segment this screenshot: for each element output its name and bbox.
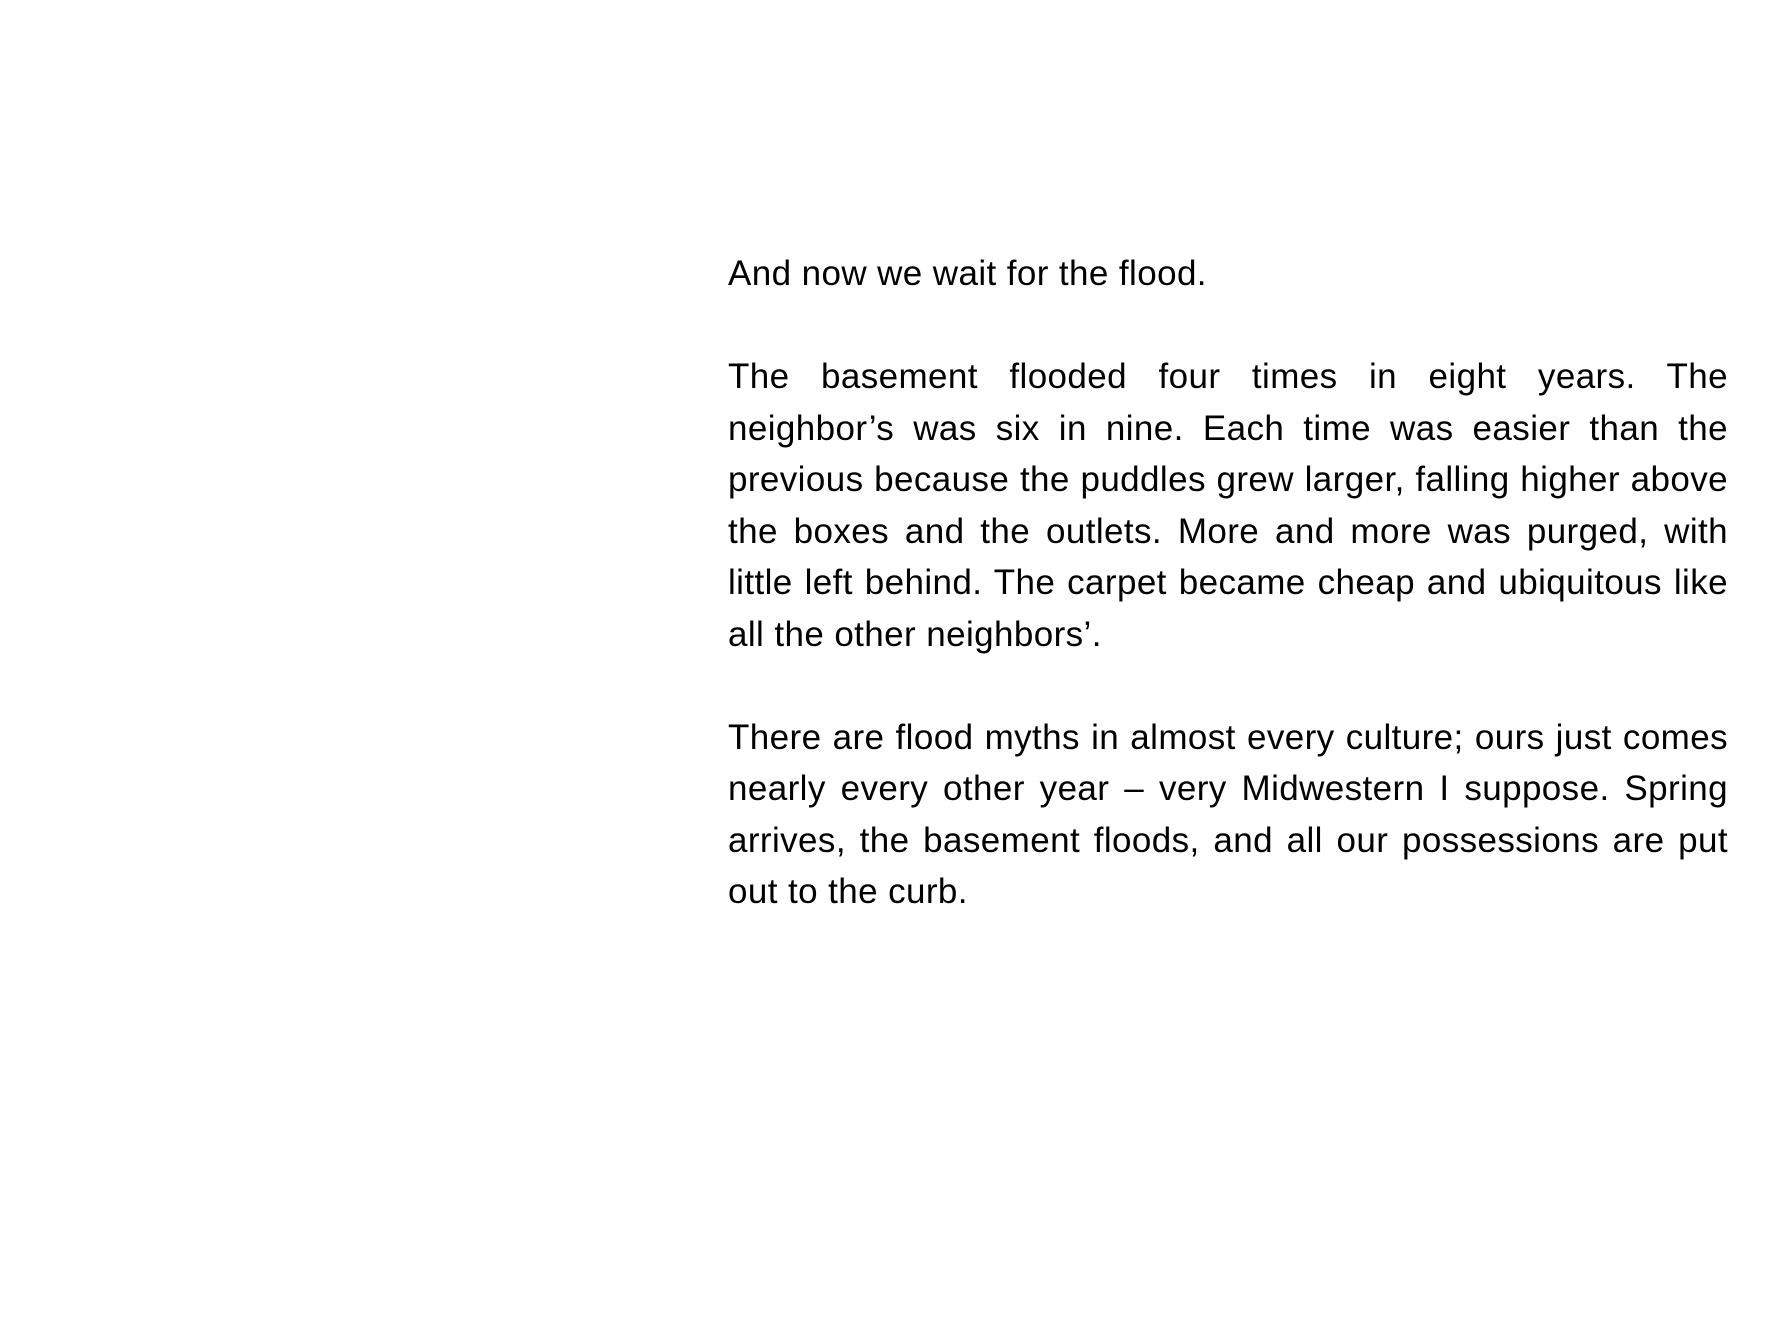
paragraph-flood-myths: There are flood myths in almost every culture; ours just comes nearly every other year – very Midwestern I suppose. Spring arrives, the basement floods, and all our possessions are put out to the curb. (728, 717, 1728, 911)
text-column (728, 248, 1728, 918)
paragraph-basement-floods: The basement flooded four times in eight years. The neighbor’s was six in nine. Each time was easier than the previous because the puddles grew larger, falling higher above the boxes and the outlets. More and more was purged, with little left behind. The carpet became cheap and ubiquitous like all the other neighbors’. (728, 357, 1728, 654)
paragraph-opening-line: And now we wait for the flood. (728, 254, 1207, 293)
